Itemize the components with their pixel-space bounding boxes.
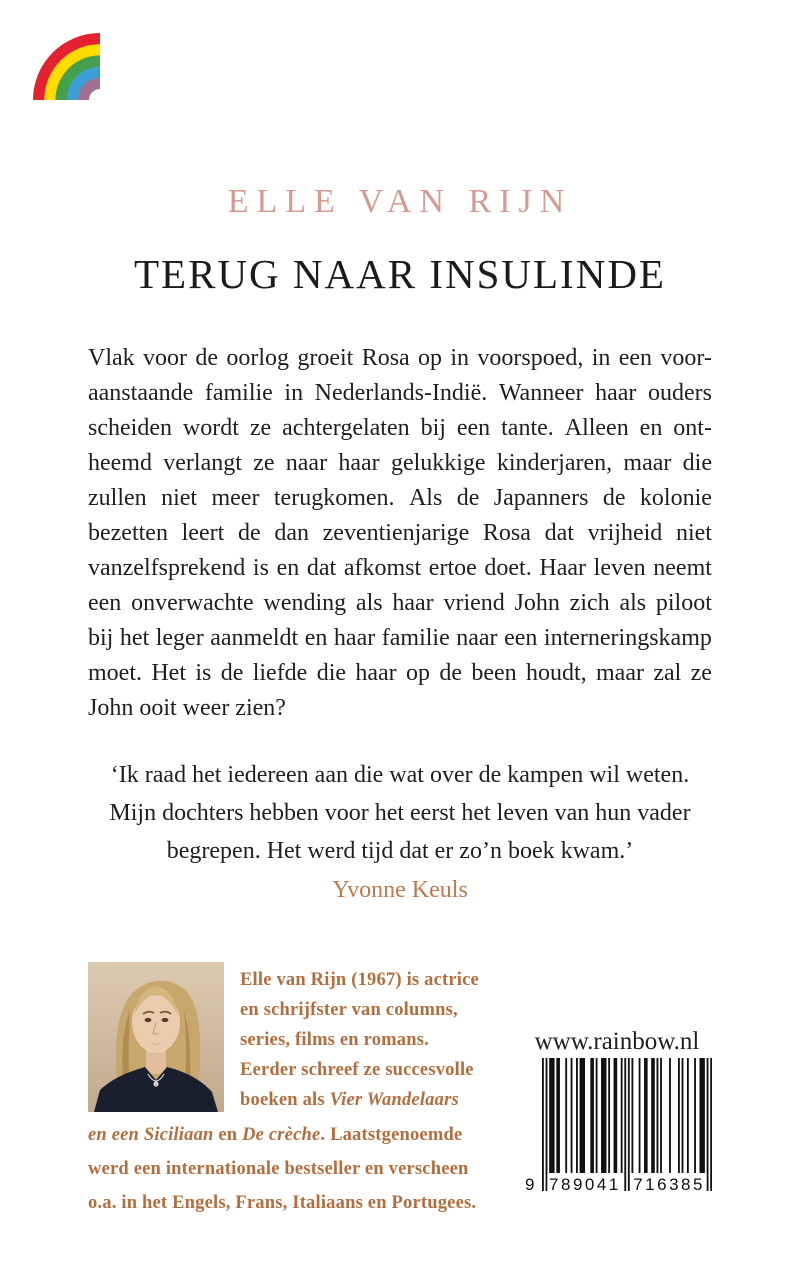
bio-text-below-photo (88, 1118, 476, 1220)
bio-line: Elle van Rijn (1967) is actrice (240, 970, 479, 990)
eye-left (145, 1018, 152, 1022)
rainbow-logo-icon (33, 33, 100, 100)
bio-line: werd een internationale bestseller en verscheen (88, 1159, 469, 1179)
synopsis-line: heemd verlangt ze naar haar gelukkige kinderjaren, maar die (88, 450, 712, 476)
author-photo (88, 962, 224, 1112)
review-quote-text (60, 756, 740, 870)
review-quote-line: begrepen. Het werd tijd dat er zo’n boek kwam.’ (166, 838, 634, 864)
synopsis-line: aanstaande familie in Nederlands-Indië. Wanneer haar ouders (88, 380, 712, 406)
review-quote-attribution: Yvonne Keuls (332, 877, 468, 903)
svg-text:716385: 716385 (633, 1175, 705, 1194)
bio-line: boeken als Vier Wandelaars (240, 1090, 459, 1110)
synopsis-line: scheiden wordt ze achtergelaten bij een tante. Alleen en ont- (88, 415, 712, 441)
synopsis-line: een onverwachte wending als haar vriend John zich als piloot (88, 590, 712, 616)
review-quote (60, 756, 740, 904)
bio-line: series, films en romans. (240, 1030, 429, 1050)
publisher-website: www.rainbow.nl (534, 1028, 700, 1055)
necklace-pendant (153, 1081, 158, 1086)
book-title: TERUG NAAR INSULINDE (134, 251, 666, 297)
synopsis-line: vanzelfsprekend is en dat afkomst ertoe doet. Haar leven neemt (88, 555, 712, 581)
synopsis-line: moet. Het is de liefde die haar op de been houdt, maar zal ze (88, 660, 712, 686)
review-quote-line: ‘Ik raad het iedereen aan die wat over de kampen wil weten. (110, 762, 690, 788)
bio-line: en schrijfster van columns, (240, 1000, 458, 1020)
synopsis-line: John ooit weer zien? (88, 695, 286, 721)
isbn-barcode (522, 1058, 712, 1196)
synopsis-text (88, 341, 712, 726)
bio-line: en een Siciliaan en De crèche. Laatstgenoemde (88, 1125, 463, 1145)
author-name: ELLE VAN RIJN (227, 183, 573, 220)
bio-text-beside-photo (240, 965, 479, 1115)
bio-line: Eerder schreef ze succesvolle (240, 1060, 474, 1080)
svg-text:789041: 789041 (549, 1175, 621, 1194)
bio-line: o.a. in het Engels, Frans, Italiaans en Portugees. (88, 1193, 477, 1213)
synopsis-line: zullen niet meer terugkomen. Als de Japanners de kolonie (88, 485, 712, 511)
review-quote-line: Mijn dochters hebben voor het eerst het leven van hun vader (109, 800, 691, 826)
synopsis-line: bezetten leert de dan zeventienjarige Rosa dat vrijheid niet (88, 520, 712, 546)
eye-right (162, 1018, 169, 1022)
svg-text:9: 9 (525, 1175, 537, 1194)
synopsis-line: bij het leger aanmeldt en haar familie naar een interneringskamp (88, 625, 712, 651)
synopsis-line: Vlak voor de oorlog groeit Rosa op in voorspoed, in een voor- (88, 345, 712, 371)
